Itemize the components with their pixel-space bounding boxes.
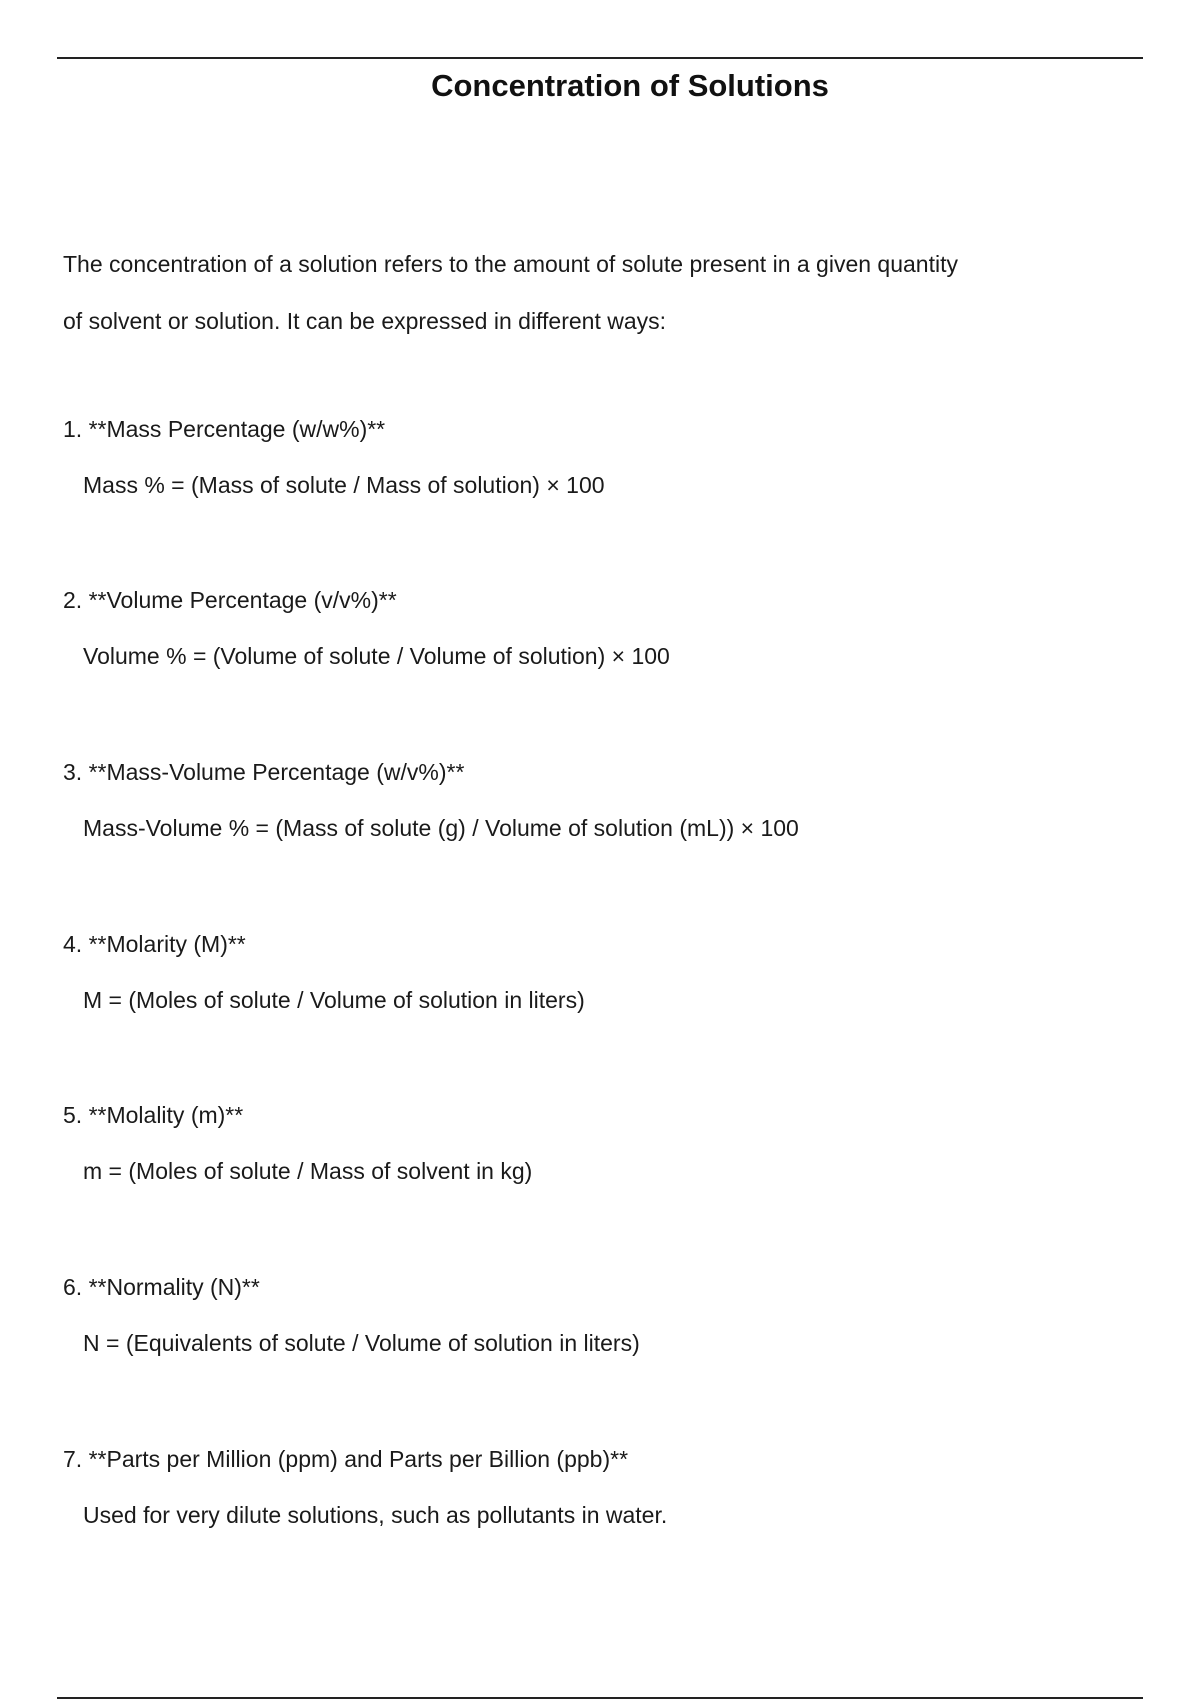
intro-paragraph — [63, 236, 1123, 350]
section-heading: 4. **Molarity (M)** — [63, 931, 246, 957]
section-formula: Used for very dilute solutions, such as pollutants in water. — [83, 1502, 668, 1528]
section-mass-percentage — [63, 414, 1123, 500]
section-mass-volume-percentage — [63, 757, 1123, 843]
section-formula: Mass-Volume % = (Mass of solute (g) / Volume of solution (mL)) × 100 — [83, 815, 799, 841]
section-heading: 1. **Mass Percentage (w/w%)** — [63, 416, 386, 442]
section-formula: Mass % = (Mass of solute / Mass of solution) × 100 — [83, 472, 605, 498]
section-formula: N = (Equivalents of solute / Volume of solution in liters) — [83, 1330, 640, 1356]
bottom-rule — [57, 1697, 1143, 1699]
intro-line: The concentration of a solution refers to the amount of solute present in a given quantity — [63, 251, 958, 277]
page-title: Concentration of Solutions — [431, 68, 829, 103]
intro-line: of solvent or solution. It can be expressed in different ways: — [63, 308, 667, 334]
section-molarity — [63, 929, 1123, 1015]
section-heading: 5. **Molality (m)** — [63, 1102, 244, 1128]
section-heading: 2. **Volume Percentage (v/v%)** — [63, 587, 397, 613]
section-ppm-ppb — [63, 1444, 1123, 1530]
top-rule — [57, 57, 1143, 59]
section-heading: 3. **Mass-Volume Percentage (w/v%)** — [63, 759, 465, 785]
section-heading: 6. **Normality (N)** — [63, 1274, 260, 1300]
section-normality — [63, 1272, 1123, 1358]
section-formula: Volume % = (Volume of solute / Volume of solution) × 100 — [83, 643, 670, 669]
section-molality — [63, 1100, 1123, 1186]
section-formula: m = (Moles of solute / Mass of solvent in kg) — [83, 1158, 533, 1184]
section-formula: M = (Moles of solute / Volume of solution in liters) — [83, 987, 585, 1013]
section-volume-percentage — [63, 585, 1123, 671]
section-heading: 7. **Parts per Million (ppm) and Parts per Billion (ppb)** — [63, 1446, 629, 1472]
